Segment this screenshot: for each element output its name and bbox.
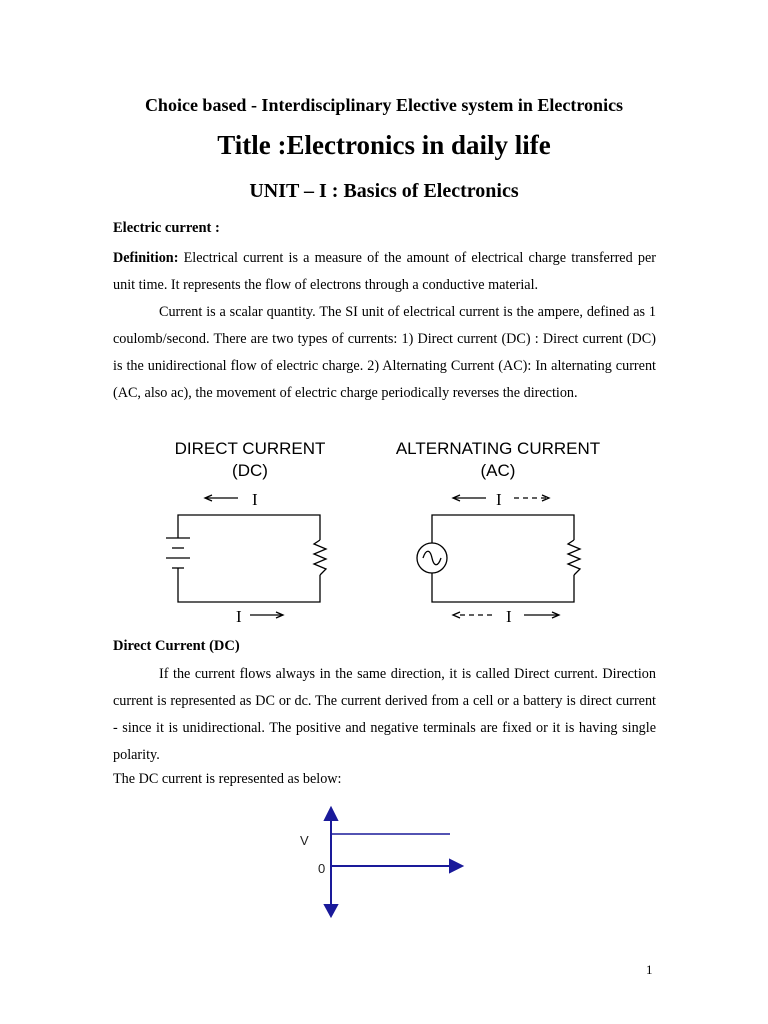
dc-represented-text: The DC current is represented as below: <box>113 771 342 787</box>
dc-graph-axes <box>325 808 462 916</box>
ac-figure-label <box>380 438 616 482</box>
unit-heading: UNIT – I : Basics of Electronics <box>249 180 519 202</box>
dc-label-line1: DIRECT CURRENT <box>174 439 326 458</box>
dc-figure-label <box>160 438 340 482</box>
electric-current-heading: Electric current : <box>113 220 220 236</box>
page-number: 1 <box>646 962 653 977</box>
v-axis-label: V <box>300 833 309 848</box>
scalar-paragraph: Current is a scalar quantity. The SI unit of electrical current is the ampere, defined as 1 coulomb/second. There are two types of currents: 1) Direct current (DC) : Direct current (DC) is the unidirectional flow of electric charge. 2) Alternating Current (AC): In alternating current (AC, also ac), the movement of electric charge periodically reverses the direction. <box>113 304 656 401</box>
definition-text: Electrical current is a measure of the amount of electrical charge transferred per unit time. It represents the flow of electrons through a conductive material. <box>113 250 656 293</box>
ac-bottom-current-symbol: I <box>506 607 512 626</box>
page-title: Title :Electronics in daily life <box>217 130 551 160</box>
dc-text: If the current flows always in the same direction, it is called Direct current. Direction current is represented as DC or dc. The current derived from a cell or a battery is direct current - since it is unidirectional. The positive and negative terminals are fixed or it is having single polarity. <box>113 666 656 763</box>
dc-top-current-arrow <box>205 495 238 501</box>
dc-heading: Direct Current (DC) <box>113 638 240 654</box>
definition-paragraph <box>113 245 656 407</box>
dc-top-current-symbol: I <box>252 490 258 509</box>
ac-circuit-diagram <box>408 485 608 625</box>
dc-paragraph <box>113 661 656 789</box>
ac-label-line2: (AC) <box>480 461 516 480</box>
dc-label-line2: (DC) <box>232 461 268 480</box>
definition-label: Definition: <box>113 250 179 266</box>
ac-circuit-wires <box>417 515 580 602</box>
ac-label-line1: ALTERNATING CURRENT <box>395 439 601 458</box>
dc-circuit-diagram <box>150 485 350 625</box>
dc-circuit-wires <box>166 515 326 602</box>
dc-graph <box>290 805 470 920</box>
dc-bottom-current-symbol: I <box>236 607 242 626</box>
course-heading: Choice based - Interdisciplinary Elective system in Electronics <box>144 95 624 115</box>
zero-label: 0 <box>318 861 326 876</box>
dc-bottom-current-arrow <box>250 612 283 618</box>
ac-top-current-symbol: I <box>496 490 502 509</box>
